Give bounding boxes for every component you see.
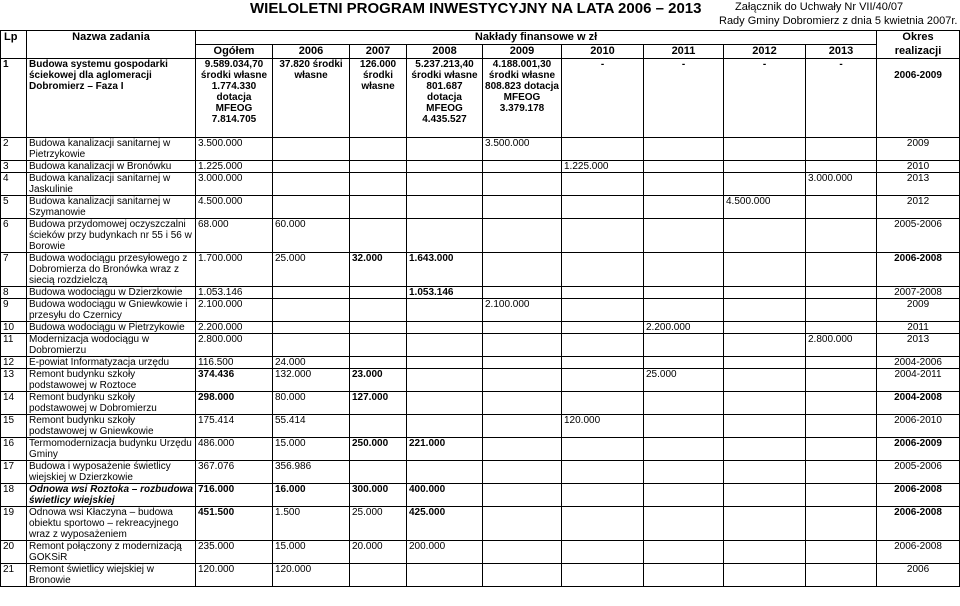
table-row xyxy=(1,438,960,461)
year-header: 2012 xyxy=(724,45,806,59)
row-total: 1.053.146 xyxy=(196,287,273,299)
table-row xyxy=(1,161,960,173)
row-y2010 xyxy=(562,438,644,461)
row-y2012 xyxy=(724,541,806,564)
row-y2012 xyxy=(724,357,806,369)
year-header: 2010 xyxy=(562,45,644,59)
row-y2011 xyxy=(644,287,724,299)
row-name: Budowa wodociągu w Dzierzkowie xyxy=(27,287,196,299)
row-y2013 xyxy=(806,357,877,369)
row-total: 116.500 xyxy=(196,357,273,369)
row-y2008 xyxy=(407,161,483,173)
row-period: 2012 xyxy=(877,196,960,219)
row-y2011: - xyxy=(644,59,724,138)
row-name: Remont budynku szkoły podstawowej w Gniewkowie xyxy=(27,415,196,438)
row-name: Budowa wodociągu przesyłowego z Dobromierza do Bronówka wraz z siecią rozdzielczą xyxy=(27,253,196,287)
row-y2011 xyxy=(644,161,724,173)
row-y2009 xyxy=(483,173,562,196)
row-y2009 xyxy=(483,415,562,438)
row-y2006 xyxy=(273,161,350,173)
row-y2008: 1.643.000 xyxy=(407,253,483,287)
row-total: 235.000 xyxy=(196,541,273,564)
annex-council: Rady Gminy Dobromierz z dnia 5 kwietnia 2007r. xyxy=(719,15,958,27)
row-y2006: 80.000 xyxy=(273,392,350,415)
row-y2007: 300.000 xyxy=(350,484,407,507)
row-total: 3.000.000 xyxy=(196,173,273,196)
row-lp: 4 xyxy=(1,173,27,196)
row-y2007 xyxy=(350,219,407,253)
row-y2010 xyxy=(562,461,644,484)
row-y2013 xyxy=(806,541,877,564)
row-y2009 xyxy=(483,287,562,299)
row-y2011 xyxy=(644,461,724,484)
table-row xyxy=(1,541,960,564)
table-row xyxy=(1,357,960,369)
row-name: Modernizacja wodociągu w Dobromierzu xyxy=(27,334,196,357)
year-header: 2011 xyxy=(644,45,724,59)
row-y2013 xyxy=(806,299,877,322)
row-y2011: 2.200.000 xyxy=(644,322,724,334)
row-y2008 xyxy=(407,196,483,219)
row-y2007 xyxy=(350,287,407,299)
row-lp: 21 xyxy=(1,564,27,587)
row-name: Remont budynku szkoły podstawowej w Dobromierzu xyxy=(27,392,196,415)
row-lp: 8 xyxy=(1,287,27,299)
row-y2010 xyxy=(562,196,644,219)
row-y2012 xyxy=(724,161,806,173)
row-y2009 xyxy=(483,219,562,253)
row-lp: 6 xyxy=(1,219,27,253)
header-row-top xyxy=(1,31,960,45)
row-y2006: 16.000 xyxy=(273,484,350,507)
row-y2010 xyxy=(562,507,644,541)
row-period: 2009 xyxy=(877,138,960,161)
row-name: Budowa wodociągu w Pietrzykowie xyxy=(27,322,196,334)
row-y2012 xyxy=(724,461,806,484)
row-y2007 xyxy=(350,322,407,334)
row-y2006: 15.000 xyxy=(273,541,350,564)
row-y2011 xyxy=(644,334,724,357)
table-body xyxy=(1,59,960,587)
row-lp: 16 xyxy=(1,438,27,461)
row-lp: 3 xyxy=(1,161,27,173)
row-period: 2007-2008 xyxy=(877,287,960,299)
table-row xyxy=(1,322,960,334)
row-y2012 xyxy=(724,173,806,196)
annex-reference: Załącznik do Uchwały Nr VII/40/07 xyxy=(735,1,904,13)
table-row xyxy=(1,59,960,138)
row-period: 2006-2009 xyxy=(877,438,960,461)
row-y2010 xyxy=(562,357,644,369)
row-name: Odnowa wsi Roztoka – rozbudowa świetlicy wiejskiej xyxy=(27,484,196,507)
row-y2007 xyxy=(350,161,407,173)
row-y2006: 24.000 xyxy=(273,357,350,369)
row-total: 68.000 xyxy=(196,219,273,253)
row-y2007: 127.000 xyxy=(350,392,407,415)
row-period: 2006-2010 xyxy=(877,415,960,438)
row-y2009 xyxy=(483,507,562,541)
row-y2011 xyxy=(644,438,724,461)
row-period: 2006 xyxy=(877,564,960,587)
row-y2008: 400.000 xyxy=(407,484,483,507)
row-y2007: 32.000 xyxy=(350,253,407,287)
row-y2008 xyxy=(407,334,483,357)
row-name: Budowa i wyposażenie świetlicy wiejskiej w Dzierzkowie xyxy=(27,461,196,484)
row-y2006 xyxy=(273,322,350,334)
row-y2009 xyxy=(483,438,562,461)
period-header-bottom: realizacji xyxy=(877,45,960,59)
row-y2007: 23.000 xyxy=(350,369,407,392)
row-y2012 xyxy=(724,415,806,438)
row-total: 486.000 xyxy=(196,438,273,461)
row-period: 2006-2008 xyxy=(877,541,960,564)
row-lp: 5 xyxy=(1,196,27,219)
row-total: 120.000 xyxy=(196,564,273,587)
row-lp: 19 xyxy=(1,507,27,541)
row-y2007 xyxy=(350,461,407,484)
row-y2010: 120.000 xyxy=(562,415,644,438)
row-period: 2004-2008 xyxy=(877,392,960,415)
row-y2008: 5.237.213,40 środki własne 801.687 dotacja MFEOG 4.435.527 xyxy=(407,59,483,138)
row-y2007: 20.000 xyxy=(350,541,407,564)
row-y2013 xyxy=(806,369,877,392)
table-row xyxy=(1,484,960,507)
row-y2011 xyxy=(644,541,724,564)
row-y2013 xyxy=(806,484,877,507)
table-row xyxy=(1,392,960,415)
row-y2006: 132.000 xyxy=(273,369,350,392)
row-y2007: 25.000 xyxy=(350,507,407,541)
row-y2009 xyxy=(483,357,562,369)
row-lp: 17 xyxy=(1,461,27,484)
row-y2008 xyxy=(407,369,483,392)
row-y2008 xyxy=(407,219,483,253)
row-period: 2013 xyxy=(877,334,960,357)
table-row xyxy=(1,369,960,392)
row-y2012: 4.500.000 xyxy=(724,196,806,219)
row-y2006: 356.986 xyxy=(273,461,350,484)
row-y2006 xyxy=(273,334,350,357)
row-y2010: - xyxy=(562,59,644,138)
row-y2010 xyxy=(562,173,644,196)
table-row xyxy=(1,507,960,541)
row-y2013 xyxy=(806,253,877,287)
row-y2008 xyxy=(407,392,483,415)
row-y2012: - xyxy=(724,59,806,138)
row-y2013 xyxy=(806,438,877,461)
row-y2006: 37.820 środki własne xyxy=(273,59,350,138)
row-y2013: 2.800.000 xyxy=(806,334,877,357)
period-header-top: Okres xyxy=(877,31,960,45)
table-row xyxy=(1,173,960,196)
row-period: 2006-2008 xyxy=(877,484,960,507)
table-row xyxy=(1,138,960,161)
row-lp: 2 xyxy=(1,138,27,161)
row-y2011 xyxy=(644,253,724,287)
investment-table xyxy=(0,30,960,587)
row-y2009: 3.500.000 xyxy=(483,138,562,161)
row-y2007 xyxy=(350,564,407,587)
row-y2010: 1.225.000 xyxy=(562,161,644,173)
row-period: 2013 xyxy=(877,173,960,196)
row-y2010 xyxy=(562,287,644,299)
row-y2009 xyxy=(483,334,562,357)
row-y2012 xyxy=(724,219,806,253)
row-total: 3.500.000 xyxy=(196,138,273,161)
row-y2008 xyxy=(407,461,483,484)
row-y2013 xyxy=(806,161,877,173)
row-total: 716.000 xyxy=(196,484,273,507)
row-total: 374.436 xyxy=(196,369,273,392)
row-y2011 xyxy=(644,138,724,161)
table-row xyxy=(1,415,960,438)
row-y2009: 2.100.000 xyxy=(483,299,562,322)
row-y2009 xyxy=(483,322,562,334)
row-y2007 xyxy=(350,299,407,322)
row-y2013 xyxy=(806,564,877,587)
row-y2008 xyxy=(407,138,483,161)
row-name: Budowa systemu gospodarki ściekowej dla aglomeracji Dobromierz – Faza I xyxy=(27,59,196,138)
row-name: Budowa kanalizacji sanitarnej w Jaskulinie xyxy=(27,173,196,196)
row-y2012 xyxy=(724,564,806,587)
row-y2011 xyxy=(644,219,724,253)
row-y2012 xyxy=(724,138,806,161)
row-y2013 xyxy=(806,219,877,253)
row-y2013: - xyxy=(806,59,877,138)
row-y2010 xyxy=(562,369,644,392)
row-y2011 xyxy=(644,173,724,196)
row-y2006 xyxy=(273,173,350,196)
row-name: Budowa kanalizacji sanitarnej w Szymanowie xyxy=(27,196,196,219)
row-y2009: 4.188.001,30 środki własne 808.823 dotacja MFEOG 3.379.178 xyxy=(483,59,562,138)
row-total: 2.100.000 xyxy=(196,299,273,322)
row-y2010 xyxy=(562,322,644,334)
row-y2013 xyxy=(806,415,877,438)
row-period: 2005-2006 xyxy=(877,461,960,484)
row-y2012 xyxy=(724,507,806,541)
row-y2011 xyxy=(644,357,724,369)
row-y2008 xyxy=(407,564,483,587)
row-total: 1.700.000 xyxy=(196,253,273,287)
row-name: Termomodernizacja budynku Urzędu Gminy xyxy=(27,438,196,461)
header-row-bottom xyxy=(1,45,960,59)
row-period: 2006-2008 xyxy=(877,507,960,541)
row-total: 4.500.000 xyxy=(196,196,273,219)
row-y2008: 200.000 xyxy=(407,541,483,564)
row-period: 2006-2009 xyxy=(877,59,960,138)
row-y2011 xyxy=(644,564,724,587)
row-y2007: 126.000 środki własne xyxy=(350,59,407,138)
row-y2012 xyxy=(724,322,806,334)
year-header: 2013 xyxy=(806,45,877,59)
table-row xyxy=(1,253,960,287)
row-y2010 xyxy=(562,253,644,287)
row-period: 2004-2011 xyxy=(877,369,960,392)
table-row xyxy=(1,564,960,587)
row-y2012 xyxy=(724,392,806,415)
row-total: 2.200.000 xyxy=(196,322,273,334)
row-y2012 xyxy=(724,299,806,322)
row-y2012 xyxy=(724,369,806,392)
total-header: Ogółem xyxy=(196,45,273,59)
row-y2012 xyxy=(724,253,806,287)
row-y2010 xyxy=(562,334,644,357)
row-y2006: 25.000 xyxy=(273,253,350,287)
row-y2010 xyxy=(562,392,644,415)
row-y2011 xyxy=(644,484,724,507)
row-y2009 xyxy=(483,541,562,564)
row-name: Budowa kanalizacji w Bronówku xyxy=(27,161,196,173)
row-y2007 xyxy=(350,357,407,369)
row-lp: 18 xyxy=(1,484,27,507)
row-y2008 xyxy=(407,415,483,438)
row-y2006 xyxy=(273,138,350,161)
row-lp: 7 xyxy=(1,253,27,287)
row-y2006: 15.000 xyxy=(273,438,350,461)
row-y2011 xyxy=(644,196,724,219)
row-y2011 xyxy=(644,299,724,322)
row-y2009 xyxy=(483,253,562,287)
table-row xyxy=(1,196,960,219)
row-lp: 10 xyxy=(1,322,27,334)
table-row xyxy=(1,219,960,253)
row-y2009 xyxy=(483,461,562,484)
row-name: Budowa kanalizacji sanitarnej w Pietrzykowie xyxy=(27,138,196,161)
row-y2006: 120.000 xyxy=(273,564,350,587)
row-y2011: 25.000 xyxy=(644,369,724,392)
name-header: Nazwa zadania xyxy=(27,31,196,45)
row-name: Odnowa wsi Kłaczyna – budowa obiektu sportowo – rekreacyjnego wraz z wyposażeniem xyxy=(27,507,196,541)
row-y2008: 425.000 xyxy=(407,507,483,541)
row-y2007 xyxy=(350,334,407,357)
row-y2008 xyxy=(407,322,483,334)
row-y2010 xyxy=(562,138,644,161)
row-y2007 xyxy=(350,415,407,438)
row-y2012 xyxy=(724,287,806,299)
document-title: WIELOLETNI PROGRAM INWESTYCYJNY NA LATA 2006 – 2013 xyxy=(250,0,702,17)
row-period: 2010 xyxy=(877,161,960,173)
row-y2007: 250.000 xyxy=(350,438,407,461)
row-total: 2.800.000 xyxy=(196,334,273,357)
year-header: 2006 xyxy=(273,45,350,59)
row-y2006: 55.414 xyxy=(273,415,350,438)
row-y2013 xyxy=(806,196,877,219)
row-name: Budowa wodociągu w Gniewkowie i przesyłu do Czernicy xyxy=(27,299,196,322)
row-y2010 xyxy=(562,541,644,564)
row-y2011 xyxy=(644,507,724,541)
row-y2010 xyxy=(562,299,644,322)
row-lp: 15 xyxy=(1,415,27,438)
table-row xyxy=(1,299,960,322)
year-header: 2008 xyxy=(407,45,483,59)
row-period: 2005-2006 xyxy=(877,219,960,253)
row-lp: 11 xyxy=(1,334,27,357)
row-y2013 xyxy=(806,392,877,415)
row-lp: 12 xyxy=(1,357,27,369)
row-y2010 xyxy=(562,484,644,507)
row-name: Remont świetlicy wiejskiej w Bronowie xyxy=(27,564,196,587)
row-y2008 xyxy=(407,173,483,196)
row-y2009 xyxy=(483,196,562,219)
row-y2008 xyxy=(407,299,483,322)
row-y2013 xyxy=(806,507,877,541)
row-y2012 xyxy=(724,334,806,357)
row-y2013 xyxy=(806,138,877,161)
row-y2009 xyxy=(483,564,562,587)
lp-header: Lp xyxy=(1,31,27,45)
row-total: 451.500 xyxy=(196,507,273,541)
row-total: 175.414 xyxy=(196,415,273,438)
row-period: 2011 xyxy=(877,322,960,334)
row-y2007 xyxy=(350,138,407,161)
row-lp: 1 xyxy=(1,59,27,138)
row-period: 2009 xyxy=(877,299,960,322)
row-total: 367.076 xyxy=(196,461,273,484)
row-period: 2006-2008 xyxy=(877,253,960,287)
table-row xyxy=(1,287,960,299)
row-y2006 xyxy=(273,287,350,299)
row-y2006: 1.500 xyxy=(273,507,350,541)
row-y2007 xyxy=(350,173,407,196)
row-y2006 xyxy=(273,196,350,219)
row-y2013: 3.000.000 xyxy=(806,173,877,196)
row-y2009 xyxy=(483,484,562,507)
row-y2011 xyxy=(644,415,724,438)
funding-header: Nakłady finansowe w zł xyxy=(196,31,877,45)
row-y2011 xyxy=(644,392,724,415)
table-row xyxy=(1,461,960,484)
row-y2006 xyxy=(273,299,350,322)
row-y2007 xyxy=(350,196,407,219)
row-lp: 13 xyxy=(1,369,27,392)
row-lp: 9 xyxy=(1,299,27,322)
row-y2009 xyxy=(483,369,562,392)
row-y2013 xyxy=(806,461,877,484)
row-y2013 xyxy=(806,322,877,334)
row-total: 1.225.000 xyxy=(196,161,273,173)
row-name: Remont budynku szkoły podstawowej w Roztoce xyxy=(27,369,196,392)
row-y2012 xyxy=(724,484,806,507)
row-y2006: 60.000 xyxy=(273,219,350,253)
row-y2008: 221.000 xyxy=(407,438,483,461)
year-header: 2009 xyxy=(483,45,562,59)
row-y2009 xyxy=(483,161,562,173)
row-y2013 xyxy=(806,287,877,299)
table-row xyxy=(1,334,960,357)
row-y2010 xyxy=(562,219,644,253)
row-total: 298.000 xyxy=(196,392,273,415)
row-lp: 20 xyxy=(1,541,27,564)
row-y2012 xyxy=(724,438,806,461)
row-total: 9.589.034,70 środki własne 1.774.330 dotacja MFEOG 7.814.705 xyxy=(196,59,273,138)
row-name: Budowa przydomowej oczyszczalni ścieków przy budynkach nr 55 i 56 w Borowie xyxy=(27,219,196,253)
row-y2010 xyxy=(562,564,644,587)
row-y2008 xyxy=(407,357,483,369)
row-lp: 14 xyxy=(1,392,27,415)
row-y2009 xyxy=(483,392,562,415)
year-header: 2007 xyxy=(350,45,407,59)
row-period: 2004-2006 xyxy=(877,357,960,369)
row-name: Remont połączony z modernizacją GOKSiR xyxy=(27,541,196,564)
row-y2008: 1.053.146 xyxy=(407,287,483,299)
row-name: E-powiat Informatyzacja urzędu xyxy=(27,357,196,369)
